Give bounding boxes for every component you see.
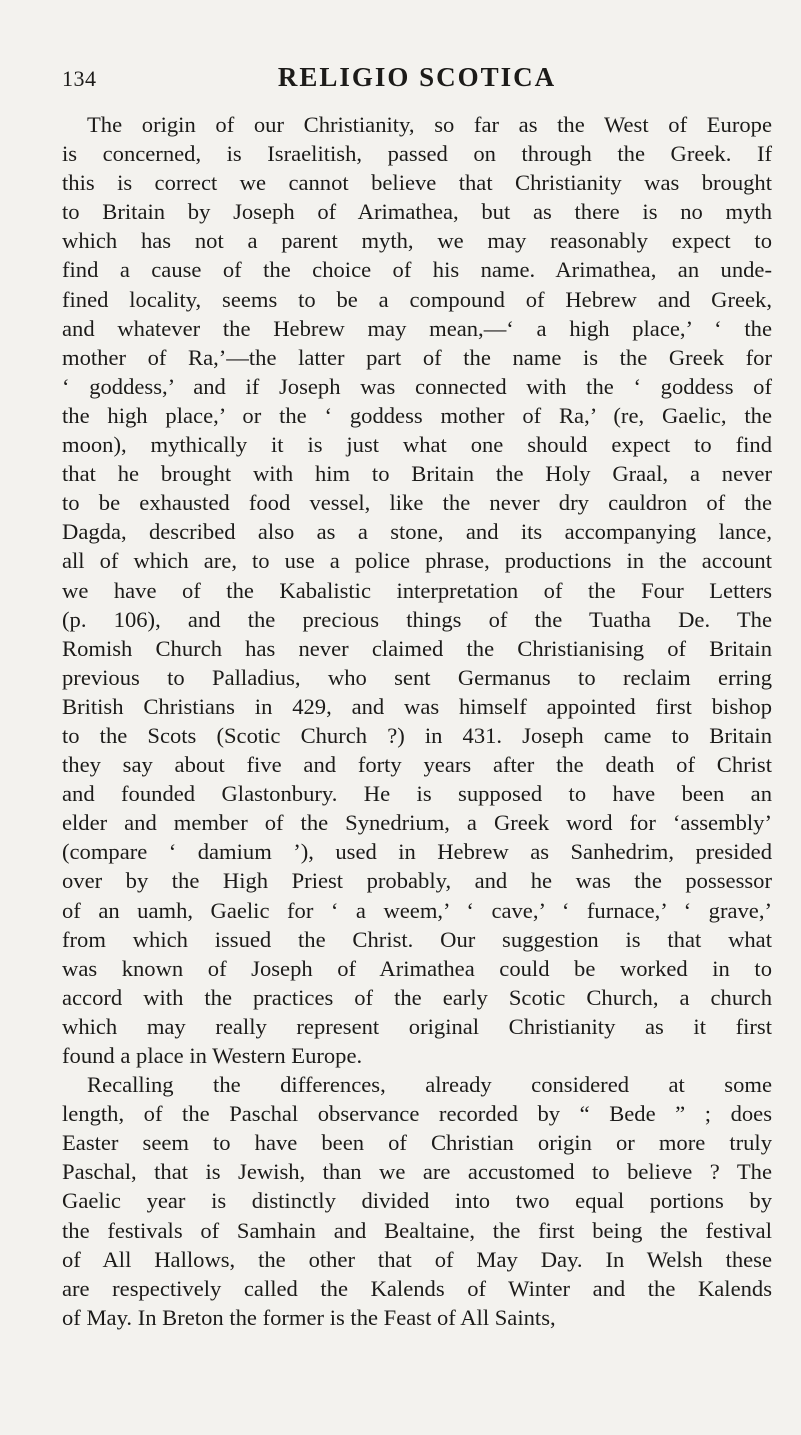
text-line: Easter seem to have been of Christian origin or more truly xyxy=(62,1130,772,1156)
text-line: we have of the Kabalistic interpretation of the Four Letters xyxy=(62,577,772,603)
text-line: from which issued the Christ. Our suggestion is that what xyxy=(62,926,772,952)
text-line: (p. 106), and the precious things of the Tuatha De. The xyxy=(62,606,772,632)
text-line: was known of Joseph of Arimathea could be worked in to xyxy=(62,955,772,981)
text-line: all of which are, to use a police phrase, productions in the account xyxy=(62,548,772,574)
book-page xyxy=(62,62,772,1332)
text-line: fined locality, seems to be a compound of Hebrew and Greek, xyxy=(62,286,772,312)
text-line: Paschal, that is Jewish, than we are accustomed to believe ? The xyxy=(62,1159,772,1185)
text-line: to the Scots (Scotic Church ?) in 431. Joseph came to Britain xyxy=(62,722,772,748)
body-text xyxy=(62,110,772,1332)
text-line: length, of the Paschal observance recorded by “ Bede ” ; does xyxy=(62,1101,772,1127)
text-line: of May. In Breton the former is the Feast of All Saints, xyxy=(62,1304,556,1330)
text-line: of an uamh, Gaelic for ‘ a weem,’ ‘ cave,’ ‘ furnace,’ ‘ grave,’ xyxy=(62,897,772,923)
text-line: this is correct we cannot believe that Christianity was brought xyxy=(62,170,772,196)
text-line: and founded Glastonbury. He is supposed to have been an xyxy=(62,781,772,807)
text-line: are respectively called the Kalends of Winter and the Kalends xyxy=(62,1275,772,1301)
text-line: over by the High Priest probably, and he was the possessor xyxy=(62,868,772,894)
text-line: The origin of our Christianity, so far as the West of Europe xyxy=(87,112,772,137)
text-line: is concerned, is Israelitish, passed on through the Greek. If xyxy=(62,141,772,167)
text-line: which may really represent original Christianity as it first xyxy=(62,1013,772,1039)
text-line: previous to Palladius, who sent Germanus to reclaim erring xyxy=(62,664,772,690)
text-line: Romish Church has never claimed the Christianising of Britain xyxy=(62,635,772,661)
text-line: moon), mythically it is just what one should expect to find xyxy=(62,432,772,458)
text-line: Dagda, described also as a stone, and its accompanying lance, xyxy=(62,519,772,545)
page-number: 134 xyxy=(62,66,97,91)
text-line: Recalling the differences, already considered at some xyxy=(87,1072,772,1098)
text-line: to Britain by Joseph of Arimathea, but as there is no myth xyxy=(62,199,772,225)
text-line: the high place,’ or the ‘ goddess mother of Ra,’ (re, Gaelic, the xyxy=(62,402,772,428)
text-line: Gaelic year is distinctly divided into two equal portions by xyxy=(62,1188,772,1214)
text-line: and whatever the Hebrew may mean,—‘ a high place,’ ‘ the xyxy=(62,315,772,341)
text-line: of All Hallows, the other that of May Day. In Welsh these xyxy=(62,1246,772,1272)
text-line: found a place in Western Europe. xyxy=(62,1043,363,1068)
text-line: elder and member of the Synedrium, a Greek word for ‘assembly’ xyxy=(62,810,772,836)
text-line: which has not a parent myth, we may reasonably expect to xyxy=(62,228,772,254)
text-line: to be exhausted food vessel, like the never dry cauldron of the xyxy=(62,490,772,516)
text-line: accord with the practices of the early Scotic Church, a church xyxy=(62,984,772,1010)
text-line: they say about five and forty years after the death of Christ xyxy=(62,752,772,778)
text-line: British Christians in 429, and was himself appointed first bishop xyxy=(62,693,772,719)
text-line: ‘ goddess,’ and if Joseph was connected with the ‘ goddess of xyxy=(62,373,772,399)
text-line: mother of Ra,’—the latter part of the name is the Greek for xyxy=(62,344,772,370)
text-line: find a cause of the choice of his name. Arimathea, an unde- xyxy=(62,257,772,283)
page-header xyxy=(62,62,772,110)
text-line: the festivals of Samhain and Bealtaine, the first being the festival xyxy=(62,1217,772,1243)
text-line: that he brought with him to Britain the Holy Graal, a never xyxy=(62,461,772,487)
text-line: (compare ‘ damium ’), used in Hebrew as Sanhedrim, presided xyxy=(62,839,772,865)
running-head: RELIGIO SCOTICA xyxy=(277,62,557,92)
